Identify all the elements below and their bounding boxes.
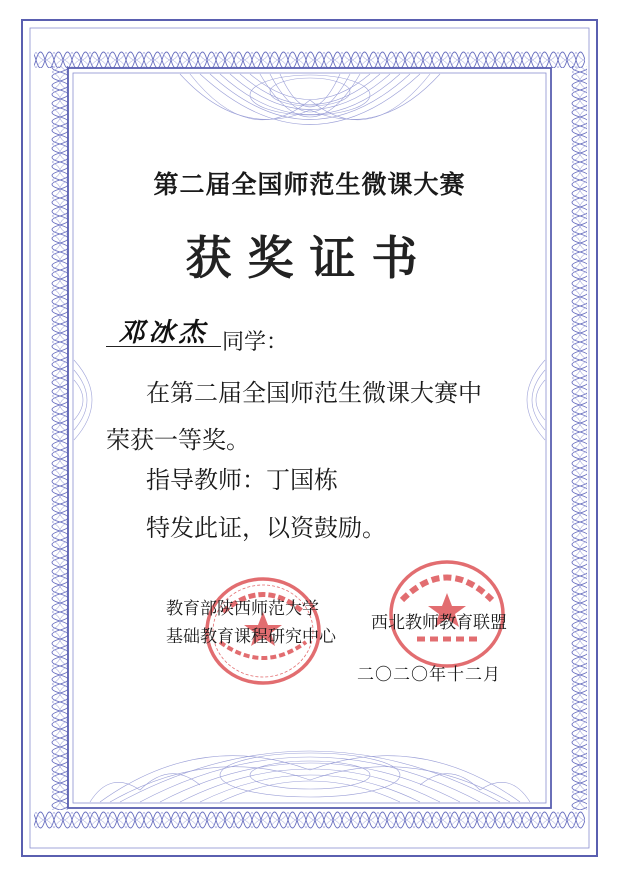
certificate-title: 获奖证书 — [185, 231, 434, 285]
name-underline — [106, 346, 221, 347]
recipient-name: 邓冰杰 — [118, 318, 209, 348]
award-text-line2: 荣获一等奖。 — [106, 426, 250, 454]
competition-title: 第二届全国师范生微课大赛 — [153, 170, 466, 199]
award-text-line1: 在第二届全国师范生微课大赛中 — [146, 379, 482, 407]
issuer1-line2: 基础教育课程研究中心 — [166, 627, 336, 647]
issuer1-line1: 教育部陕西师范大学 — [166, 599, 319, 619]
issuer2: 西北教师教育联盟 — [371, 613, 507, 633]
advisor-line: 指导教师：丁国栋 — [146, 466, 338, 494]
salutation: 同学： — [222, 330, 289, 355]
issue-date: 二〇二〇年十二月 — [357, 665, 501, 685]
closing-line: 特发此证，以资鼓励。 — [146, 514, 386, 542]
